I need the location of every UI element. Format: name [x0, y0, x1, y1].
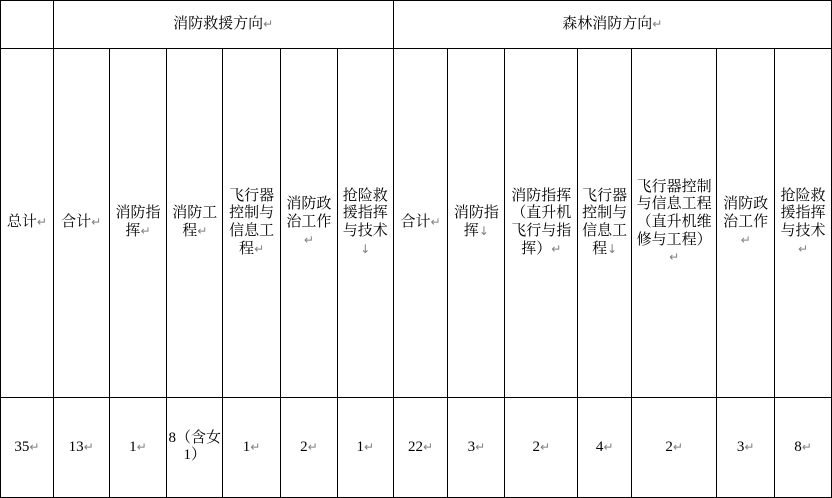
header-emergency-rescue-command-tech-label: 抢险救援指挥与技术	[342, 187, 388, 239]
header-aircraft-control-info-engineering-label: 飞行器控制与信息工程	[229, 187, 275, 257]
emergency-rescue-command-tech-value: 1	[356, 438, 364, 455]
pilcrow-icon: ↵	[740, 232, 751, 247]
pilcrow-icon: ↵	[29, 439, 40, 454]
pilcrow-icon: ↵	[672, 439, 683, 454]
cell-fire-political-work-value	[281, 397, 338, 497]
pilcrow-icon: ↵	[744, 439, 755, 454]
forest-subtotal-value: 22	[408, 438, 424, 455]
cell-forest-subtotal-value	[393, 397, 448, 497]
cell-fire-rescue-subtotal-value	[53, 397, 109, 497]
header-forest-subtotal	[393, 49, 448, 398]
header-fire-engineering	[167, 49, 223, 398]
pilcrow-icon: ↵	[307, 439, 318, 454]
pilcrow-icon: ↵	[91, 215, 102, 230]
cell-fire-engineering-value	[167, 397, 223, 497]
cell-forest-fire-command-value	[448, 397, 505, 497]
forest-emergency-rescue-command-tech-value: 8	[794, 438, 802, 455]
pilcrow-icon: ↵	[83, 439, 94, 454]
pilcrow-icon: ↓	[478, 223, 489, 238]
header-fire-rescue-subtotal-label: 合计	[61, 214, 92, 231]
cell-fire-command-heli-flight-value	[505, 397, 578, 497]
pilcrow-icon: ↵	[140, 223, 151, 238]
header-fire-command-heli-flight	[505, 49, 578, 398]
pilcrow-icon: ↵	[263, 16, 274, 31]
pilcrow-icon: ↵	[798, 241, 809, 256]
aircraft-control-info-engineering-heli-maintenance-value: 2	[665, 438, 673, 455]
aircraft-control-info-engineering-value: 1	[242, 438, 251, 455]
fire-engineering-value: 8（含女 1）	[168, 429, 222, 464]
pilcrow-icon: ↵	[36, 215, 47, 230]
pilcrow-icon: ↵	[197, 223, 208, 238]
pilcrow-icon: ↓	[360, 241, 371, 256]
forest-fire-command-value: 3	[467, 438, 476, 455]
cell-forest-fire-political-work-value	[717, 397, 775, 497]
header-aircraft-control-info-engineering	[223, 49, 281, 398]
total-value: 35	[14, 438, 30, 455]
pilcrow-icon: ↵	[250, 439, 261, 454]
header-aircraft-control-info-engineering-heli-maintenance	[632, 49, 717, 398]
pilcrow-icon: ↵	[363, 439, 375, 454]
group-forest-fire-label: 森林消防方向	[562, 15, 653, 32]
forest-fire-political-work-value: 3	[736, 438, 745, 455]
header-forest-fire-political-work-label: 消防政治工作	[723, 196, 769, 231]
cell-total-value	[1, 397, 54, 497]
header-fire-political-work-label: 消防政治工作	[286, 196, 332, 231]
column-header-row	[1, 49, 832, 398]
cell-aircraft-control-info-engineering-value	[223, 397, 281, 497]
pilcrow-icon: ↵	[303, 232, 314, 247]
header-fire-engineering-label: 消防工程	[172, 205, 218, 239]
pilcrow-icon: ↵	[551, 241, 562, 256]
header-forest-emergency-rescue-command-tech-label: 抢险救援指挥与技术	[780, 187, 826, 239]
cell-forest-emergency-rescue-command-tech-value	[775, 397, 832, 497]
pilcrow-icon: ↵	[423, 439, 434, 454]
forest-aircraft-control-info-engineering-value: 4	[595, 438, 604, 455]
group-forest-fire	[393, 1, 831, 49]
header-fire-command-label: 消防指挥	[115, 205, 161, 239]
fire-command-heli-flight-value: 2	[532, 438, 540, 455]
header-emergency-rescue-command-tech	[337, 49, 393, 398]
header-forest-fire-command-label: 消防指挥	[453, 205, 499, 239]
table-row	[1, 397, 832, 497]
group-fire-rescue	[53, 1, 393, 49]
group-fire-rescue-label: 消防救援方向	[173, 15, 264, 32]
pilcrow-icon: ↵	[475, 439, 486, 454]
header-aircraft-control-info-engineering-heli-maintenance-label: 飞行器控制与信息工程（直升机维修与工程）	[636, 178, 712, 248]
pilcrow-icon: ↵	[136, 439, 147, 454]
pilcrow-icon: ↵	[652, 16, 663, 31]
cell-aircraft-control-info-engineering-heli-maintenance-value	[632, 397, 717, 497]
pilcrow-icon: ↵	[539, 439, 551, 454]
cell-fire-command-value	[109, 397, 167, 497]
group-header-row	[1, 1, 832, 49]
header-forest-subtotal-label: 合计	[400, 214, 431, 231]
header-forest-emergency-rescue-command-tech	[775, 49, 832, 398]
pilcrow-icon: ↵	[430, 215, 441, 230]
header-total-label: 总计	[6, 214, 37, 231]
header-forest-aircraft-control-info-engineering-label: 飞行器控制与信息工程	[582, 187, 628, 257]
header-total	[1, 49, 54, 398]
pilcrow-icon: ↵	[603, 439, 614, 454]
total-corner-cell	[1, 1, 54, 49]
fire-command-value: 1	[129, 438, 137, 455]
header-fire-rescue-subtotal	[53, 49, 109, 398]
fire-rescue-subtotal-value: 13	[68, 438, 84, 455]
pilcrow-icon: ↓	[607, 241, 618, 256]
cell-forest-aircraft-control-info-engineering-value	[578, 397, 632, 497]
fire-political-work-value: 2	[300, 438, 308, 455]
cell-emergency-rescue-command-tech-value	[337, 397, 393, 497]
header-fire-command-heli-flight-label: 消防指挥（直升机飞行与指挥）	[511, 187, 572, 257]
header-fire-political-work	[281, 49, 338, 398]
pilcrow-icon: ↵	[254, 241, 265, 256]
pilcrow-icon: ↵	[801, 439, 812, 454]
header-forest-fire-political-work	[717, 49, 775, 398]
header-fire-command	[109, 49, 167, 398]
header-forest-aircraft-control-info-engineering	[578, 49, 632, 398]
pilcrow-icon: ↵	[669, 250, 680, 265]
header-forest-fire-command	[448, 49, 505, 398]
